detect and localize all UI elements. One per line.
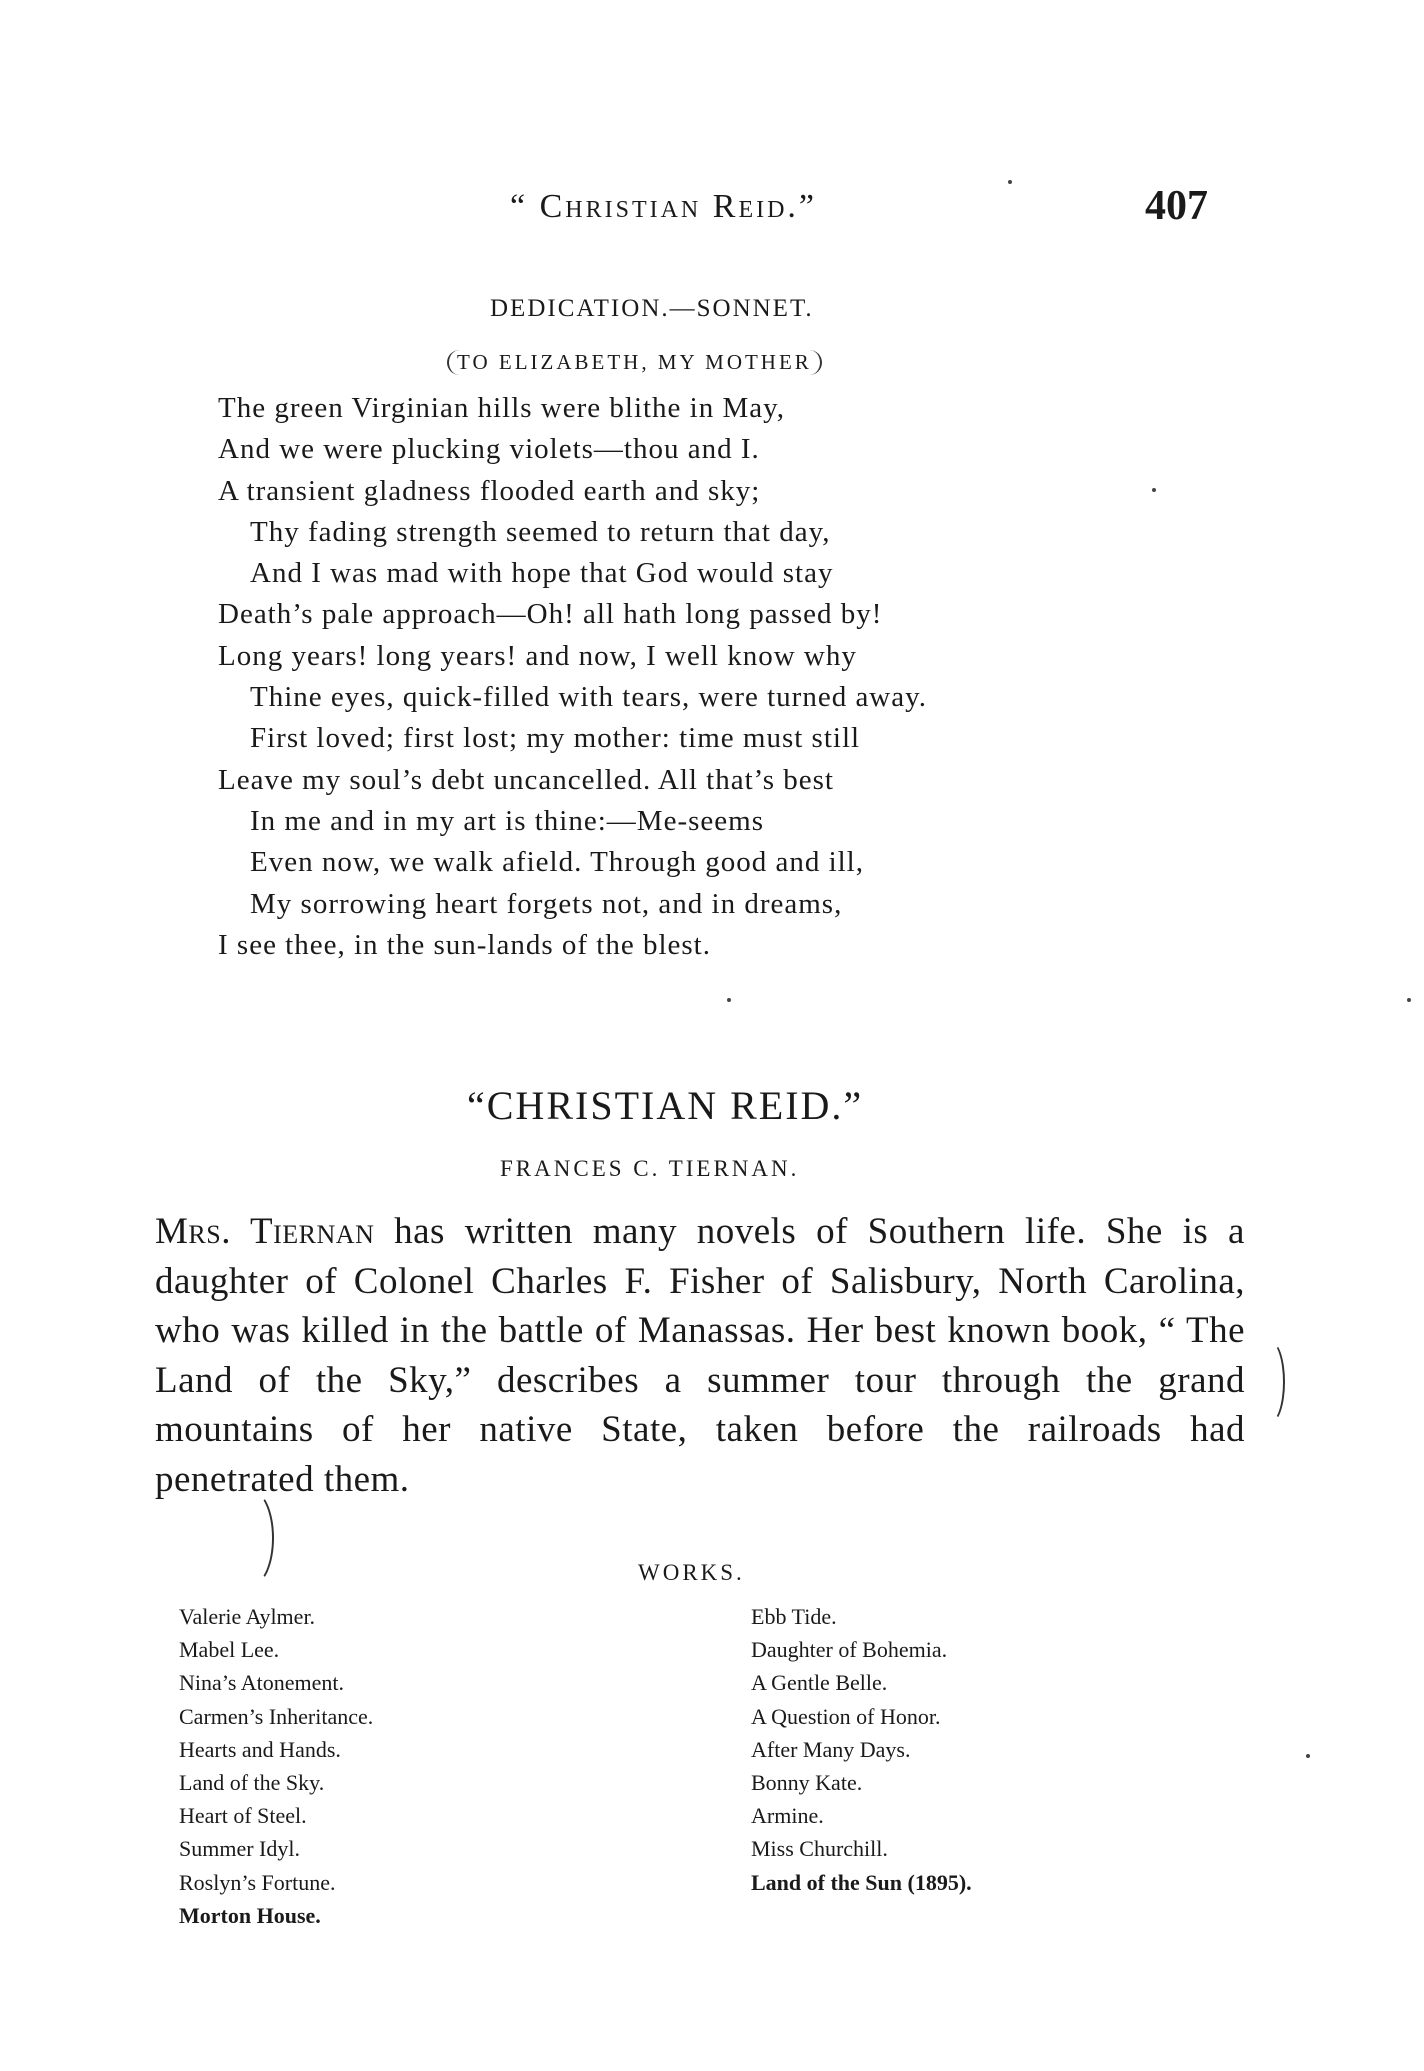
section-title: “CHRISTIAN REID.”: [467, 1083, 864, 1128]
biography-text: has written many novels of Southern life. She is a daughter of Colonel Charles F. Fisher of Salisbury, North Carolina, who was killed in the battle of Manassas. Her best known book, “ The Land of the Sky,” describes a summer tour through the grand mountains of her native State, taken before the railroads had penetrated them.: [155, 1211, 1245, 1500]
page-number: 407: [1145, 183, 1208, 229]
work-title: Bonny Kate.: [751, 1769, 863, 1795]
work-title: Daughter of Bohemia.: [751, 1637, 948, 1663]
poem-line: First loved; first lost; my mother: time must still: [250, 722, 861, 755]
poem-line: In me and in my art is thine:—Me-seems: [250, 804, 764, 837]
biography-lead: Mrs. Tiernan: [155, 1211, 375, 1252]
sonnet: [218, 388, 1158, 966]
biography-paragraph: [155, 1207, 1245, 1504]
pencil-bracket-mark: [230, 1490, 274, 1586]
work-title: Land of the Sky.: [179, 1769, 325, 1795]
work-title: After Many Days.: [751, 1736, 911, 1762]
work-title: Nina’s Atonement.: [179, 1670, 344, 1696]
poem-line: The green Virginian hills were blithe in May,: [218, 392, 786, 424]
poem-line: Leave my soul’s debt uncancelled. All that’s best: [218, 763, 834, 796]
running-head: “ Christian Reid.”: [510, 188, 818, 225]
work-title: Summer Idyl.: [179, 1836, 300, 1862]
scan-speck: [1152, 488, 1156, 492]
work-title: A Gentle Belle.: [751, 1670, 888, 1696]
work-title: Ebb Tide.: [751, 1604, 837, 1629]
author-name: FRANCES C. TIERNAN.: [500, 1156, 800, 1181]
scan-speck: [1306, 1754, 1310, 1758]
works-list-left: [179, 1600, 373, 1932]
poem-line: Death’s pale approach—Oh! all hath long passed by!: [218, 598, 883, 631]
pencil-bracket-mark: [1255, 1340, 1285, 1424]
work-title: A Question of Honor.: [751, 1703, 941, 1729]
poem-line: I see thee, in the sun-lands of the blest.: [218, 928, 711, 961]
work-title: Morton House.: [179, 1902, 321, 1928]
work-title: Land of the Sun (1895).: [751, 1869, 972, 1895]
poem-line: My sorrowing heart forgets not, and in dreams,: [250, 887, 843, 920]
scan-speck: [727, 998, 731, 1002]
work-title: Miss Churchill.: [751, 1836, 888, 1862]
poem-line: And I was mad with hope that God would stay: [250, 557, 834, 590]
poem-line: Even now, we walk afield. Through good and ill,: [250, 846, 864, 879]
work-title: Carmen’s Inheritance.: [179, 1703, 374, 1729]
poem-title: DEDICATION.—SONNET.: [490, 295, 814, 322]
poem-line: Thy fading strength seemed to return that day,: [250, 515, 831, 548]
work-title: Armine.: [751, 1803, 824, 1829]
poem-line: And we were plucking violets—thou and I.: [218, 433, 760, 466]
poem-dedication: TO ELIZABETH, MY MOTHER: [447, 350, 822, 375]
works-list-right: [751, 1600, 972, 1899]
poem-line: Long years! long years! and now, I well know why: [218, 639, 857, 672]
poem-line: A transient gladness flooded earth and sky;: [218, 474, 761, 507]
work-title: Valerie Aylmer.: [179, 1604, 316, 1629]
works-heading: WORKS.: [638, 1560, 745, 1585]
work-title: Heart of Steel.: [179, 1803, 307, 1829]
work-title: Mabel Lee.: [179, 1637, 280, 1663]
work-title: Roslyn’s Fortune.: [179, 1869, 336, 1895]
scan-speck: [1008, 180, 1012, 184]
poem-line: Thine eyes, quick-filled with tears, were turned away.: [250, 681, 927, 714]
scan-speck: [1407, 998, 1411, 1002]
work-title: Hearts and Hands.: [179, 1736, 341, 1762]
